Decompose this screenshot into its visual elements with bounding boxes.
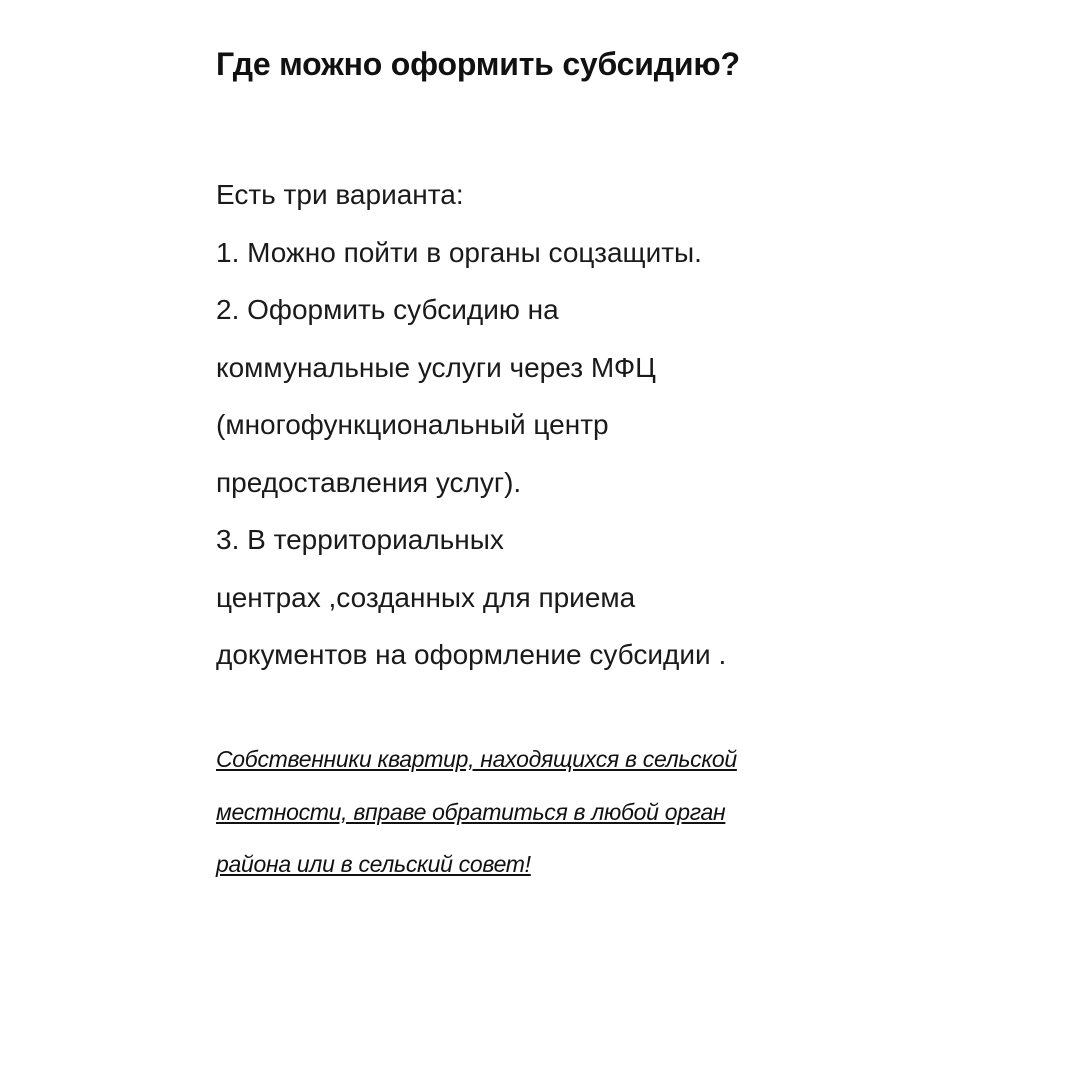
option-1: 1. Можно пойти в органы соцзащиты. [216,236,702,268]
note-line-2: местности, вправе обратиться в любой орган [216,798,726,825]
page-title: Где можно оформить субсидию? [216,46,740,82]
option-2-line-3: (многофункциональный центр [216,409,609,440]
rural-owners-note [216,733,737,891]
option-2-line-2: коммунальные услуги через МФЦ [216,351,656,383]
note-line-3: района или в сельский совет! [216,851,531,877]
body-text [216,166,726,684]
option-3-line-3: документов на оформление субсидии . [216,639,727,670]
intro-line: Есть три варианта: [216,179,464,210]
option-3-line-2: центрах ,созданных для приема [216,581,636,613]
note-line-1: Собственники квартир, находящихся в сельской [216,746,737,772]
option-3-line-1: 3. В территориальных [216,524,504,555]
option-2-line-1: 2. Оформить субсидию на [216,294,559,325]
option-2-line-4: предоставления услуг). [216,466,522,498]
